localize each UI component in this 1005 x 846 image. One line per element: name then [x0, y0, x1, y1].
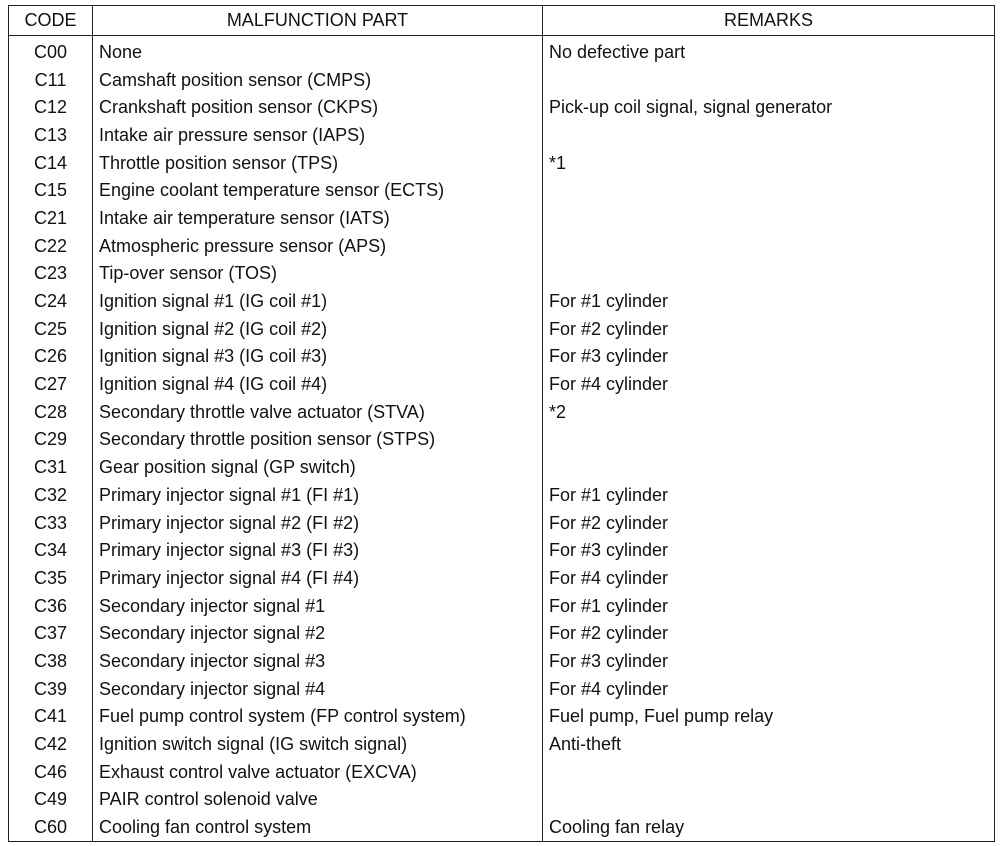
table-row	[9, 647, 995, 675]
code-cell: C49	[9, 786, 93, 814]
code-cell: C13	[9, 121, 93, 149]
malfunction-part-cell: Primary injector signal #3 (FI #3)	[93, 536, 543, 564]
table-row	[9, 703, 995, 731]
remarks-cell: For #4 cylinder	[543, 370, 995, 398]
table-row	[9, 66, 995, 94]
code-cell: C36	[9, 592, 93, 620]
code-cell: C34	[9, 536, 93, 564]
header-row	[9, 6, 995, 36]
code-cell: C26	[9, 343, 93, 371]
remarks-cell: For #3 cylinder	[543, 343, 995, 371]
remarks-cell	[543, 453, 995, 481]
code-cell: C14	[9, 149, 93, 177]
malfunction-part-cell: Intake air temperature sensor (IATS)	[93, 204, 543, 232]
code-cell: C25	[9, 315, 93, 343]
header-remarks: REMARKS	[543, 6, 995, 36]
remarks-cell: For #1 cylinder	[543, 287, 995, 315]
malfunction-part-cell: Secondary throttle position sensor (STPS)	[93, 426, 543, 454]
remarks-cell	[543, 260, 995, 288]
malfunction-part-cell: Primary injector signal #4 (FI #4)	[93, 564, 543, 592]
malfunction-part-cell: Atmospheric pressure sensor (APS)	[93, 232, 543, 260]
remarks-cell	[543, 121, 995, 149]
malfunction-part-cell: Secondary injector signal #2	[93, 619, 543, 647]
code-cell: C27	[9, 370, 93, 398]
remarks-cell: For #3 cylinder	[543, 647, 995, 675]
code-cell: C11	[9, 66, 93, 94]
malfunction-part-cell: Cooling fan control system	[93, 813, 543, 841]
table-row	[9, 398, 995, 426]
remarks-cell: Fuel pump, Fuel pump relay	[543, 703, 995, 731]
table-row	[9, 730, 995, 758]
malfunction-part-cell: Fuel pump control system (FP control system)	[93, 703, 543, 731]
malfunction-part-cell: Crankshaft position sensor (CKPS)	[93, 93, 543, 121]
code-cell: C28	[9, 398, 93, 426]
header-code: CODE	[9, 6, 93, 36]
table-row	[9, 176, 995, 204]
table-row	[9, 260, 995, 288]
table-row	[9, 564, 995, 592]
table-row	[9, 287, 995, 315]
table-row	[9, 509, 995, 537]
table-row	[9, 675, 995, 703]
remarks-cell	[543, 232, 995, 260]
malfunction-part-cell: Ignition switch signal (IG switch signal)	[93, 730, 543, 758]
remarks-cell: For #4 cylinder	[543, 564, 995, 592]
remarks-cell	[543, 786, 995, 814]
malfunction-part-cell: Engine coolant temperature sensor (ECTS)	[93, 176, 543, 204]
code-cell: C60	[9, 813, 93, 841]
remarks-cell: *1	[543, 149, 995, 177]
code-cell: C39	[9, 675, 93, 703]
remarks-cell: For #2 cylinder	[543, 509, 995, 537]
malfunction-part-cell: Ignition signal #2 (IG coil #2)	[93, 315, 543, 343]
code-cell: C37	[9, 619, 93, 647]
remarks-cell: *2	[543, 398, 995, 426]
code-cell: C32	[9, 481, 93, 509]
table-row	[9, 758, 995, 786]
malfunction-code-table	[8, 5, 995, 842]
malfunction-part-cell: Primary injector signal #1 (FI #1)	[93, 481, 543, 509]
table-row	[9, 786, 995, 814]
code-cell: C31	[9, 453, 93, 481]
table-row	[9, 315, 995, 343]
code-cell: C23	[9, 260, 93, 288]
table-row	[9, 121, 995, 149]
remarks-cell: For #3 cylinder	[543, 536, 995, 564]
malfunction-part-cell: Camshaft position sensor (CMPS)	[93, 66, 543, 94]
code-cell: C29	[9, 426, 93, 454]
table-row	[9, 36, 995, 66]
code-cell: C21	[9, 204, 93, 232]
table-row	[9, 204, 995, 232]
table-row	[9, 232, 995, 260]
malfunction-part-cell: None	[93, 36, 543, 66]
remarks-cell: For #1 cylinder	[543, 592, 995, 620]
malfunction-part-cell: Exhaust control valve actuator (EXCVA)	[93, 758, 543, 786]
malfunction-part-cell: Secondary injector signal #3	[93, 647, 543, 675]
remarks-cell: For #2 cylinder	[543, 619, 995, 647]
malfunction-part-cell: Secondary injector signal #4	[93, 675, 543, 703]
table-row	[9, 343, 995, 371]
malfunction-part-cell: Primary injector signal #2 (FI #2)	[93, 509, 543, 537]
code-cell: C12	[9, 93, 93, 121]
table-row	[9, 370, 995, 398]
remarks-cell	[543, 758, 995, 786]
malfunction-part-cell: PAIR control solenoid valve	[93, 786, 543, 814]
code-cell: C38	[9, 647, 93, 675]
malfunction-part-cell: Ignition signal #1 (IG coil #1)	[93, 287, 543, 315]
code-cell: C22	[9, 232, 93, 260]
table-row	[9, 149, 995, 177]
malfunction-part-cell: Gear position signal (GP switch)	[93, 453, 543, 481]
remarks-cell	[543, 66, 995, 94]
malfunction-part-cell: Secondary throttle valve actuator (STVA)	[93, 398, 543, 426]
remarks-cell: For #1 cylinder	[543, 481, 995, 509]
malfunction-part-cell: Throttle position sensor (TPS)	[93, 149, 543, 177]
remarks-cell: Pick-up coil signal, signal generator	[543, 93, 995, 121]
malfunction-part-cell: Ignition signal #3 (IG coil #3)	[93, 343, 543, 371]
remarks-cell	[543, 426, 995, 454]
code-cell: C33	[9, 509, 93, 537]
header-malfunction-part: MALFUNCTION PART	[93, 6, 543, 36]
remarks-cell	[543, 204, 995, 232]
remarks-cell: Cooling fan relay	[543, 813, 995, 841]
table-row	[9, 481, 995, 509]
remarks-cell: For #2 cylinder	[543, 315, 995, 343]
table-row	[9, 453, 995, 481]
table-body	[9, 36, 995, 842]
table-header	[9, 6, 995, 36]
code-cell: C42	[9, 730, 93, 758]
malfunction-part-cell: Ignition signal #4 (IG coil #4)	[93, 370, 543, 398]
malfunction-part-cell: Intake air pressure sensor (IAPS)	[93, 121, 543, 149]
code-cell: C41	[9, 703, 93, 731]
remarks-cell: Anti-theft	[543, 730, 995, 758]
code-cell: C24	[9, 287, 93, 315]
malfunction-part-cell: Secondary injector signal #1	[93, 592, 543, 620]
remarks-cell: No defective part	[543, 36, 995, 66]
code-cell: C46	[9, 758, 93, 786]
table-row	[9, 426, 995, 454]
table-row	[9, 93, 995, 121]
code-cell: C35	[9, 564, 93, 592]
malfunction-part-cell: Tip-over sensor (TOS)	[93, 260, 543, 288]
table-row	[9, 592, 995, 620]
remarks-cell: For #4 cylinder	[543, 675, 995, 703]
table-row	[9, 813, 995, 841]
table-row	[9, 619, 995, 647]
code-cell: C00	[9, 36, 93, 66]
remarks-cell	[543, 176, 995, 204]
table-row	[9, 536, 995, 564]
code-cell: C15	[9, 176, 93, 204]
